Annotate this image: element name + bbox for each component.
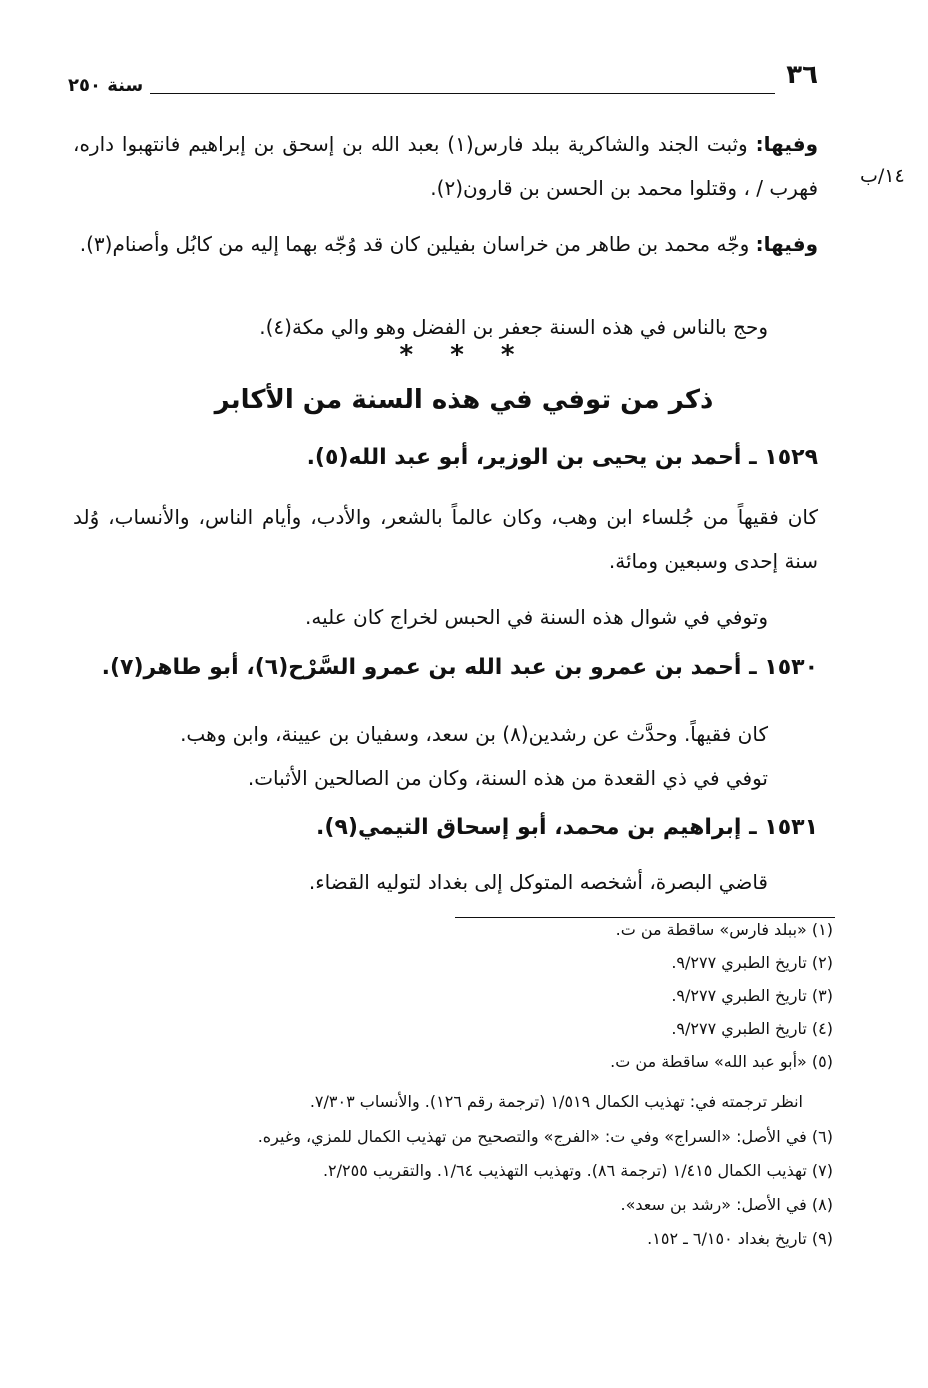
header-rule	[150, 93, 775, 94]
biography-heading: ١٥٣١ ـ إبراهيم بن محمد، أبو إسحاق التيمي(٩).	[316, 815, 818, 840]
biography-heading: ١٥٣٠ ـ أحمد بن عمرو بن عبد الله بن عمرو السَّرْح(٦)، أبو طاهر(٧).	[101, 655, 818, 680]
event-text: وثبت الجند والشاكرية ببلد فارس(١) بعبد الله بن إسحق بن إبراهيم فانتهبوا داره، فهرب / ، وقتلوا محمد بن الحسن بن قارون(٢).	[73, 132, 818, 200]
footnote: (٦) في الأصل: «السراج» وفي ت: «الفرج» والتصحيح من تهذيب الكمال للمزي، وغيره.	[257, 1127, 833, 1146]
event-paragraph	[73, 122, 818, 210]
biography-paragraph: وتوفي في شوال هذه السنة في الحبس لخراج كان عليه.	[305, 605, 768, 629]
footnote: (٣) تاريخ الطبري ٩/٢٧٧.	[671, 986, 833, 1005]
section-title: ذكر من توفي في هذه السنة من الأكابر	[214, 385, 714, 415]
biography-paragraph: كان فقيهاً. وحدَّث عن رشدين(٨) بن سعد، وسفيان بن عيينة، وابن وهب.	[180, 722, 768, 746]
footnote: (٨) في الأصل: «رشد بن سعد».	[620, 1195, 833, 1214]
running-header-year: سنة ٢٥٠	[68, 75, 144, 96]
page-number: ٣٦	[786, 60, 818, 90]
footnote-rule	[455, 917, 835, 918]
biography-heading: ١٥٢٩ ـ أحمد بن يحيى بن الوزير، أبو عبد الله(٥).	[306, 445, 818, 470]
event-text: وحج بالناس في هذه السنة جعفر بن الفضل وهو والي مكة(٤).	[259, 315, 768, 339]
footnote: انظر ترجمته في: تهذيب الكمال ١/٥١٩ (ترجمة رقم ١٢٦). والأنساب ٧/٣٠٣.	[309, 1092, 803, 1111]
footnote: (٩) تاريخ بغداد ٦/١٥٠ ـ ١٥٢.	[647, 1229, 833, 1248]
footnote: (٤) تاريخ الطبري ٩/٢٧٧.	[671, 1019, 833, 1038]
biography-paragraph: قاضي البصرة، أشخصه المتوكل إلى بغداد لتوليه القضاء.	[308, 870, 768, 894]
event-text: وجّه محمد بن طاهر من خراسان بفيلين كان قد وُجّه بهما إليه من كابُل وأصنام(٣).	[79, 232, 750, 256]
event-lead: وفيها:	[755, 232, 818, 256]
section-separator: * * *	[399, 340, 529, 370]
biography-paragraph: كان فقيهاً من جُلساء ابن وهب، وكان عالماً بالشعر، والأدب، وأيام الناس، والأنساب، وُلد سنة إحدى وسبعين ومائة.	[73, 505, 818, 573]
footnote: (١) «ببلد فارس» ساقطة من ت.	[615, 920, 833, 939]
footnote: (٧) تهذيب الكمال ١/٤١٥ (ترجمة ٨٦). وتهذيب التهذيب ١/٦٤. والتقريب ٢/٢٥٥.	[322, 1161, 833, 1180]
event-paragraph	[73, 222, 818, 266]
manuscript-folio-marker: ١٤/ب	[860, 165, 905, 187]
footnote: (٥) «أبو عبد الله» ساقطة من ت.	[610, 1052, 833, 1071]
footnote: (٢) تاريخ الطبري ٩/٢٧٧.	[671, 953, 833, 972]
biography-paragraph: توفي في ذي القعدة من هذه السنة، وكان من الصالحين الأثبات.	[247, 766, 768, 790]
event-lead: وفيها:	[755, 132, 819, 156]
